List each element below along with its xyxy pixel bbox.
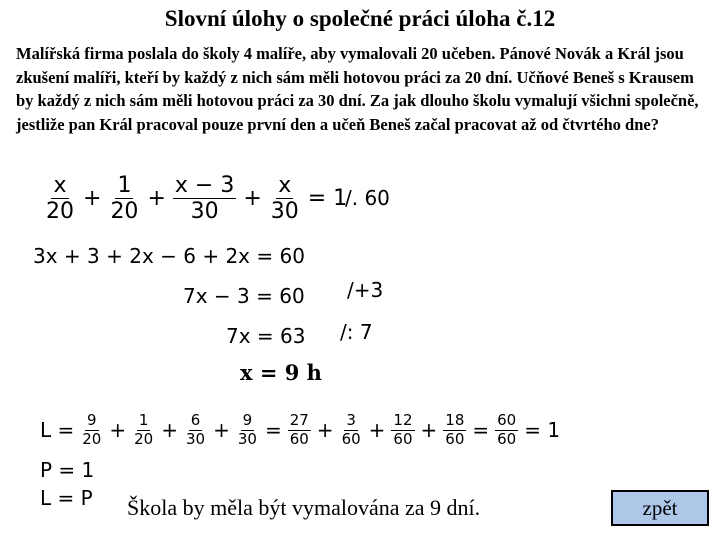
- conclusion-text: Škola by měla být vymalována za 9 dní.: [127, 495, 481, 520]
- check-equation: L = $\frac{9}{20}$ + $\frac{1}{20}$ + $\frac{6}{30}$ + $\frac{9}{30}$ = $\frac{27}{60}$ + $\frac{3}{60}$ + $\frac{12}{60}$ + $\frac{18}{60}$ = $\frac{60}{60}$ = 1: [40, 411, 561, 448]
- step-note: /+3: [347, 278, 384, 302]
- fraction: $\frac{x}{30}$: [270, 173, 299, 225]
- step-line: 7x = 63: [226, 324, 306, 348]
- step-line: 3x + 3 + 2x − 6 + 2x = 60: [33, 244, 305, 268]
- result: x = 9 h: [240, 360, 322, 385]
- back-button[interactable]: zpět: [611, 490, 709, 526]
- fraction: $\frac{1}{20}$: [110, 173, 139, 225]
- fraction: $\frac{9}{30}$: [237, 411, 257, 448]
- problem-text: Malířská firma poslala do školy 4 malíře, aby vymalovali 20 učeben. Pánové Novák a Král jsou zkušení malíři, kteří by každý z nich sám měli hotovou práci za 20 dní. Učňové Beneš s Krausem by každý z nich sám měli hotovou práci za 30 dní. Za jak dlouho školu vymalují všichni společně, jestliže pan Král pracoval pouze první den a učeň Beneš začal pracovat až od čtvrtého dne?: [16, 44, 699, 134]
- step-note: /: 7: [340, 320, 373, 344]
- page-title: Slovní úlohy o společné práci úloha č.12: [164, 6, 556, 31]
- fraction: $\frac{1}{20}$: [134, 411, 154, 448]
- fraction: $\frac{6}{30}$: [185, 411, 206, 448]
- check-conclusion: L = P: [40, 486, 93, 510]
- step-note: /. 60: [345, 186, 390, 210]
- fraction: $\frac{x}{20}$: [46, 173, 74, 225]
- fraction: $\frac{9}{20}$: [82, 411, 102, 448]
- main-equation: $\frac{x}{20}$ + $\frac{1}{20}$ + $\frac{x - 3}{30}$ + $\frac{x}{30}$ = 1: [46, 173, 348, 225]
- check-p: P = 1: [40, 458, 95, 482]
- fraction: $\frac{18}{60}$: [445, 411, 465, 448]
- fraction: $\frac{27}{60}$: [289, 411, 309, 448]
- step-line: 7x − 3 = 60: [183, 284, 305, 308]
- fraction: $\frac{3}{60}$: [341, 411, 361, 448]
- fraction: $\frac{x - 3}{30}$: [174, 173, 235, 225]
- fraction: $\frac{12}{60}$: [393, 411, 413, 448]
- fraction: $\frac{60}{60}$: [497, 411, 517, 448]
